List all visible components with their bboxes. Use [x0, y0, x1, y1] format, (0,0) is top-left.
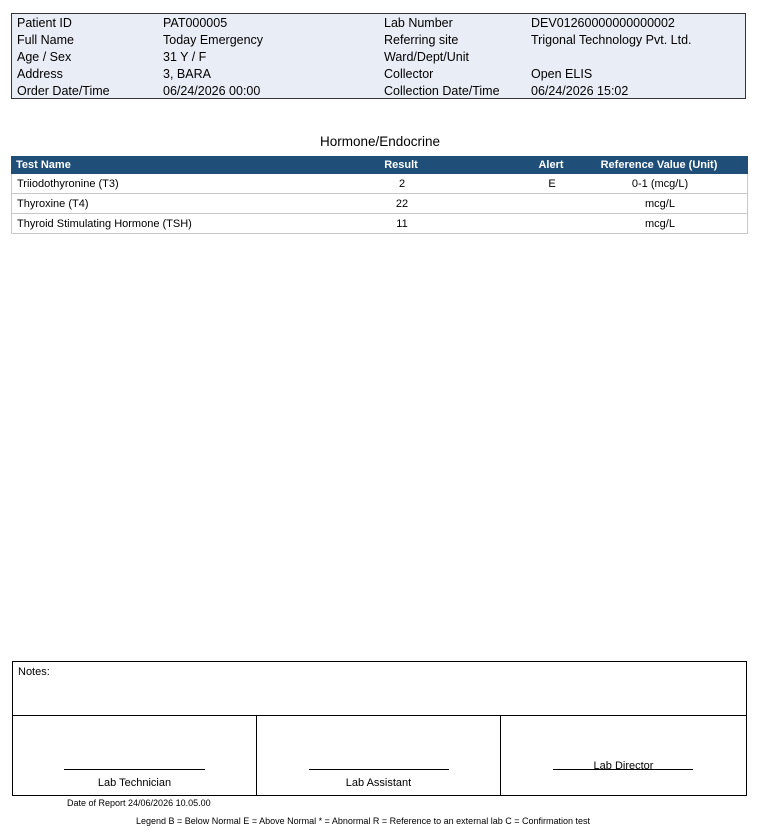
- header-alert: Alert: [538, 159, 564, 171]
- table-header: [11, 156, 748, 174]
- order-datetime-label: Order Date/Time: [17, 84, 110, 98]
- patient-id-value: PAT000005: [163, 16, 228, 30]
- collector-value: Open ELIS: [531, 67, 593, 81]
- ward-label: Ward/Dept/Unit: [384, 50, 469, 64]
- full-name-value: Today Emergency: [163, 33, 264, 47]
- age-sex-value: 31 Y / F: [163, 50, 207, 64]
- signature-director: [501, 716, 746, 795]
- age-sex-label: Age / Sex: [17, 50, 72, 64]
- address-value: 3, BARA: [163, 67, 211, 81]
- signature-assistant: [257, 716, 501, 795]
- collection-datetime-label: Collection Date/Time: [384, 84, 500, 98]
- notes-box: [12, 661, 747, 716]
- lab-assistant-label: Lab Assistant: [345, 777, 412, 789]
- referring-site-value: Trigonal Technology Pvt. Ltd.: [531, 33, 692, 47]
- test-result: 11: [396, 218, 408, 230]
- table-row: [11, 174, 748, 194]
- section-title: Hormone/Endocrine: [319, 134, 441, 149]
- test-name: Triiodothyronine (T3): [17, 178, 119, 190]
- full-name-label: Full Name: [17, 33, 74, 47]
- table-row: [11, 194, 748, 214]
- patient-row: [12, 49, 745, 66]
- collection-datetime-value: 06/24/2026 15:02: [531, 84, 629, 98]
- header-reference: Reference Value (Unit): [600, 159, 718, 171]
- table-row: [11, 214, 748, 234]
- patient-row: [12, 32, 745, 49]
- collector-label: Collector: [384, 67, 434, 81]
- signature-line: [309, 769, 449, 770]
- test-result: 2: [398, 178, 406, 190]
- address-label: Address: [17, 67, 63, 81]
- results-table: [11, 156, 748, 234]
- patient-row: [12, 83, 745, 100]
- test-name: Thyroxine (T4): [17, 198, 89, 210]
- patient-row: [12, 15, 745, 32]
- lab-number-value: DEV01260000000000002: [531, 16, 675, 30]
- lab-director-label: Lab Director: [593, 760, 654, 772]
- signature-line: [64, 769, 205, 770]
- patient-row: [12, 66, 745, 83]
- legend: Legend B = Below Normal E = Above Normal * = Abnormal R = Reference to an external lab C = Confirmation test: [136, 816, 590, 826]
- test-reference: mcg/L: [645, 218, 675, 230]
- test-alert: E: [548, 178, 556, 190]
- patient-info-box: [11, 13, 746, 99]
- test-reference: mcg/L: [645, 198, 675, 210]
- order-datetime-value: 06/24/2026 00:00: [163, 84, 261, 98]
- test-reference: 0-1 (mcg/L): [631, 178, 689, 190]
- lab-number-label: Lab Number: [384, 16, 453, 30]
- test-result: 22: [395, 198, 409, 210]
- lab-technician-label: Lab Technician: [97, 777, 172, 789]
- date-of-report: Date of Report 24/06/2026 10.05.00: [67, 798, 211, 808]
- header-test-name: Test Name: [16, 159, 71, 171]
- signature-technician: [13, 716, 257, 795]
- patient-id-label: Patient ID: [17, 16, 72, 30]
- header-result: Result: [384, 159, 418, 171]
- test-name: Thyroid Stimulating Hormone (TSH): [17, 218, 192, 230]
- referring-site-label: Referring site: [384, 33, 459, 47]
- notes-label: Notes:: [18, 666, 50, 678]
- signature-panel: [12, 715, 747, 796]
